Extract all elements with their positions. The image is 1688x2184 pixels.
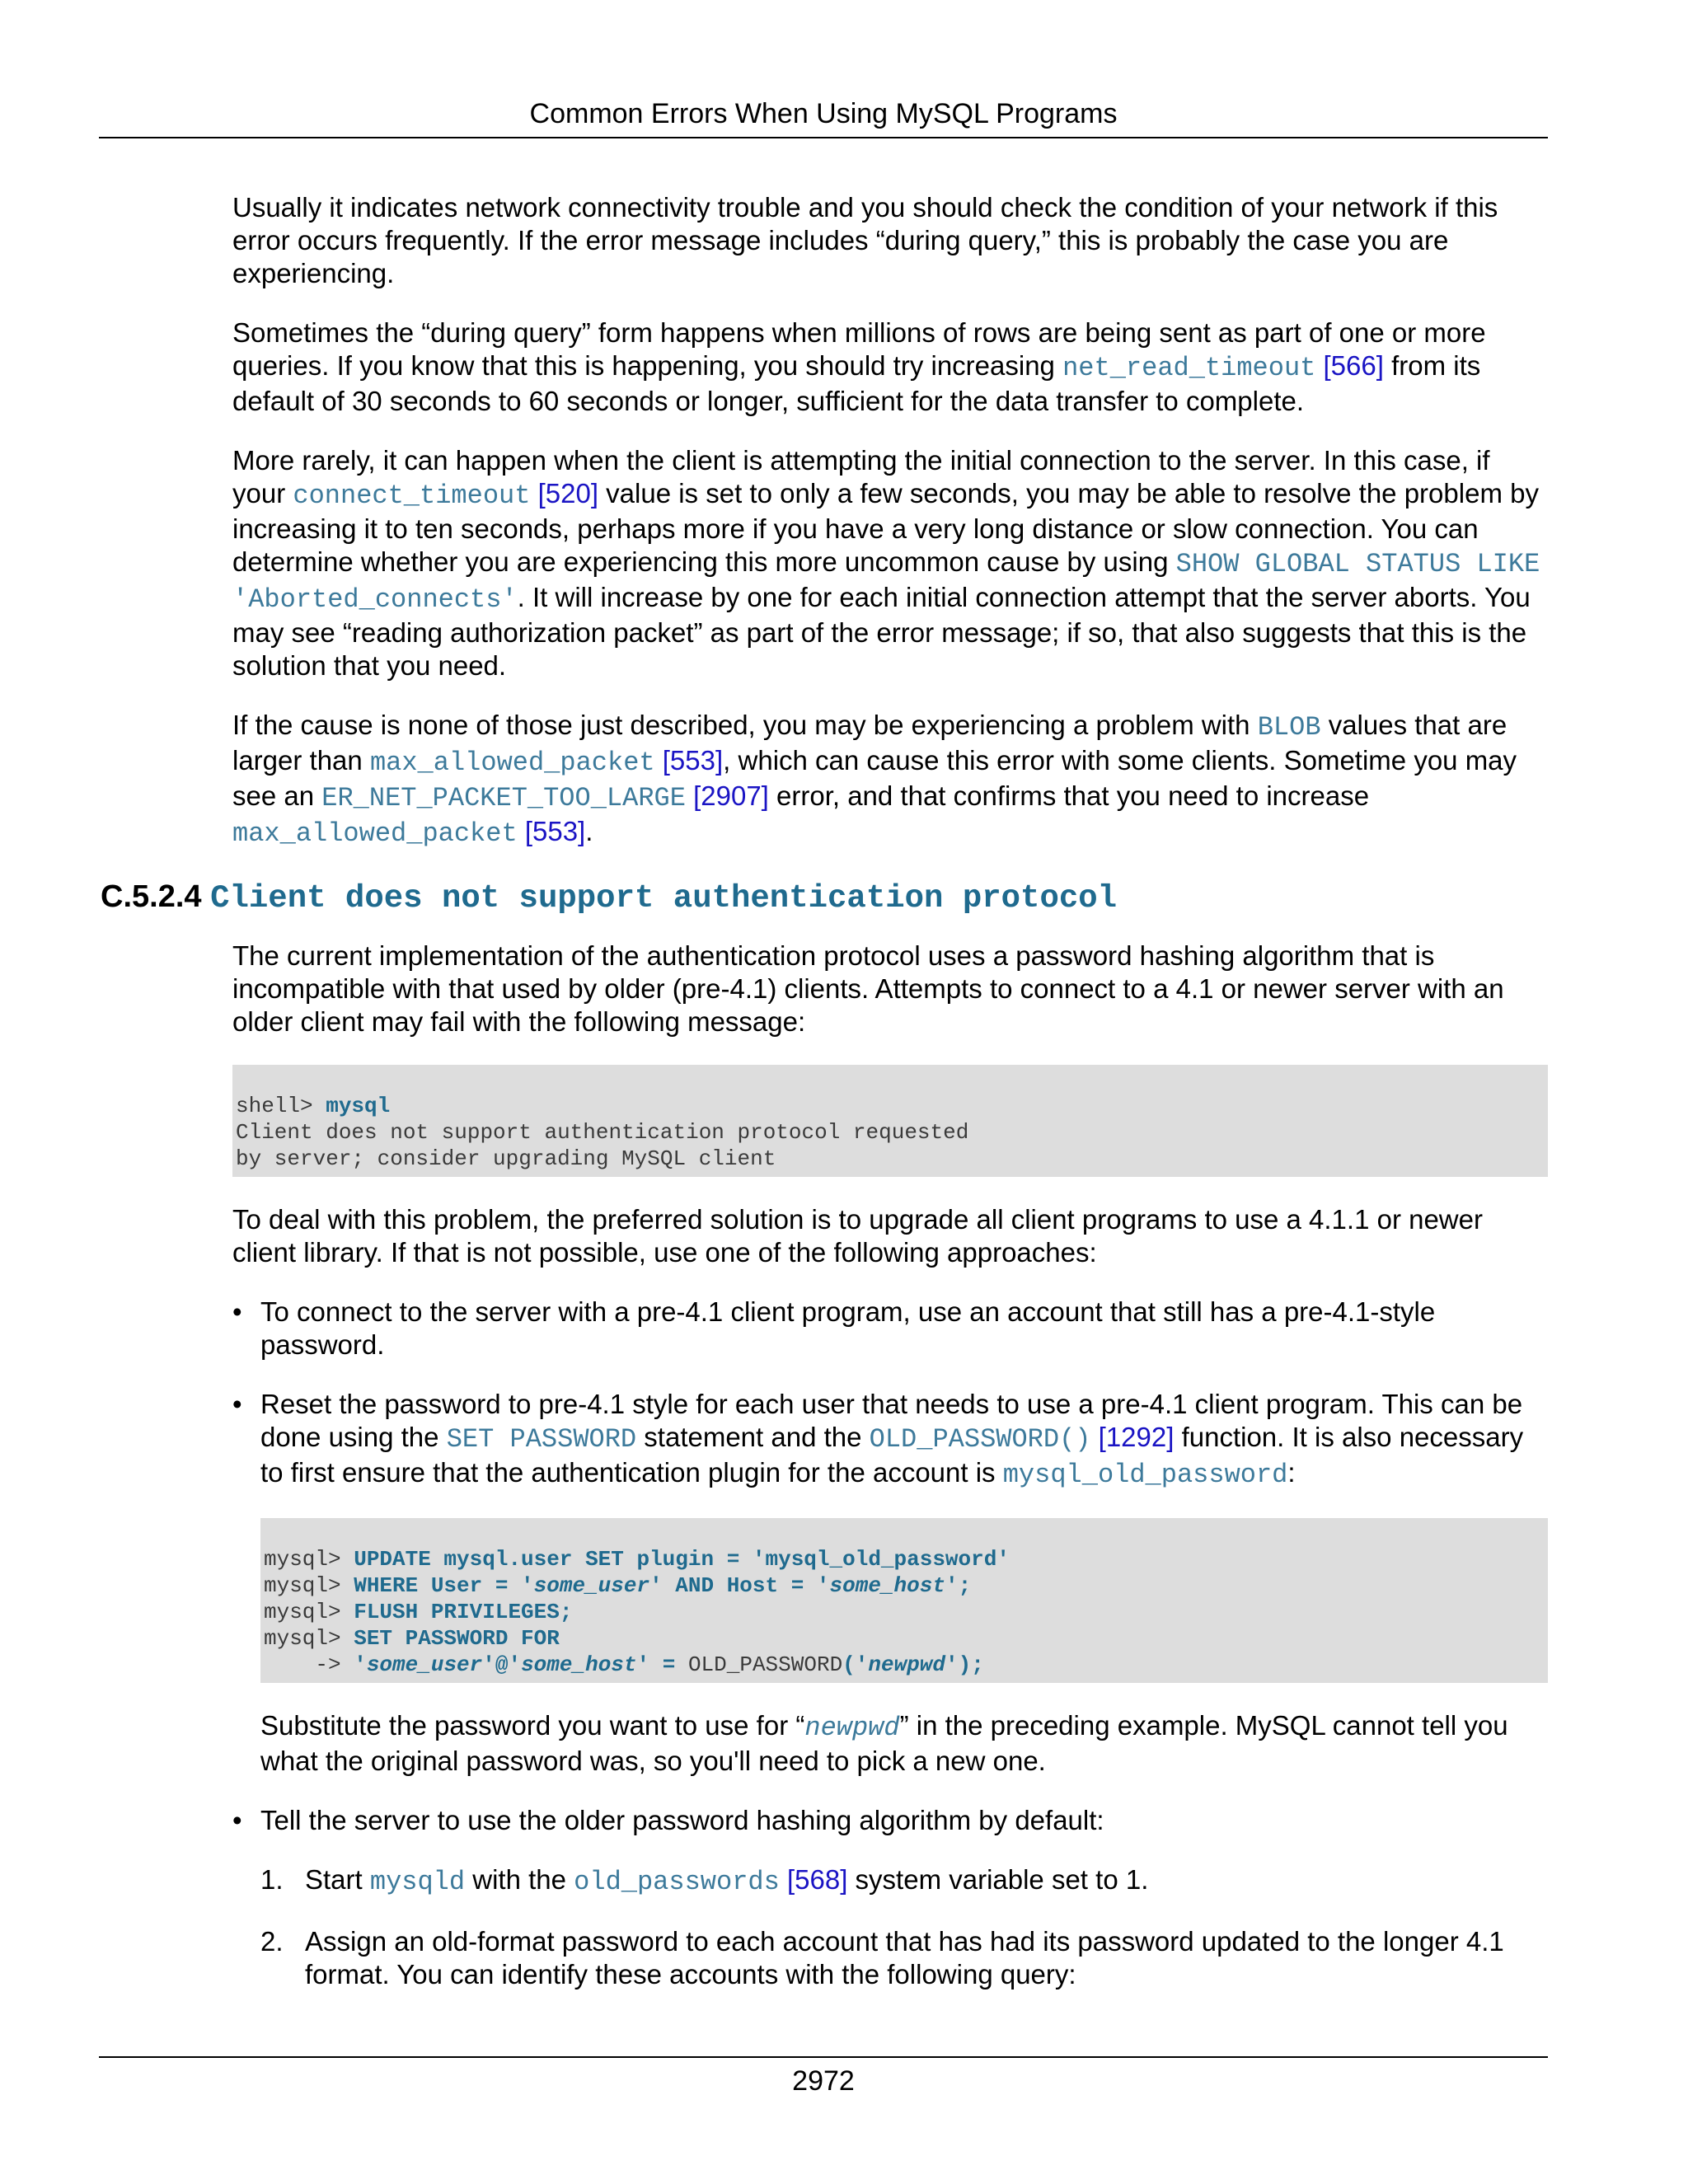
- step-start-mysqld: Start mysqld with the old_passwords [568] system variable set to 1.: [305, 1864, 1149, 1897]
- link-max-allowed-packet-2[interactable]: max_allowed_packet: [232, 818, 518, 849]
- xref-553[interactable]: [553]: [662, 745, 724, 776]
- running-header: Common Errors When Using MySQL Programs: [529, 98, 1118, 129]
- bullet-older-hashing: • Tell the server to use the older password hashing algorithm by default:: [260, 1805, 1104, 1835]
- section-heading: [101, 877, 1548, 918]
- link-old-passwords[interactable]: old_passwords: [574, 1867, 780, 1897]
- paragraph-network-trouble: Usually it indicates network connectivity trouble and you should check the condition of your network if this error occurs frequently. If the error message includes “during query,” this is probably the case you are experiencing.: [232, 192, 1498, 288]
- header-rule: [99, 137, 1548, 138]
- xref-566[interactable]: [566]: [1323, 350, 1384, 381]
- paragraph-substitute-password: Substitute the password you want to use for “newpwd” in the preceding example. MySQL cannot tell you what the original password was, so you'll need to pick a new one.: [260, 1710, 1508, 1776]
- link-show-global-status[interactable]: SHOW GLOBAL STATUS LIKE 'Aborted_connects': [232, 549, 1540, 615]
- steps-list: [260, 1863, 1548, 1991]
- bullet-pre41-account: • To connect to the server with a pre-4.1 client program, use an account that still has a pre-4.1-style password.: [260, 1296, 1436, 1360]
- list-item: [260, 1863, 1548, 1899]
- list-item: [232, 1296, 1548, 1361]
- section-title: Client does not support authentication protocol: [210, 880, 1118, 916]
- list-item: [232, 1804, 1548, 1991]
- code-block-mysql: mysql> UPDATE mysql.user SET plugin = 'mysql_old_password' mysql> WHERE User = 'some_user' AND Host = 'some_host'; mysql> FLUSH PRIVILEGES; mysql> SET PASSWORD FOR -> 'some_user'@'some_host' = OLD_PASSWORD('newpwd');: [260, 1518, 1548, 1683]
- link-old-password[interactable]: OLD_PASSWORD(): [869, 1424, 1091, 1455]
- link-blob[interactable]: BLOB: [1257, 712, 1321, 743]
- paragraph-initial-connection: More rarely, it can happen when the client is attempting the initial connection to the server. In this case, if your connect_timeout [520] value is set to only a few seconds, you may be able to resolve the problem by increasing it to ten seconds, perhaps more if you have a very long distance or slow connection. You can determine whether you are experiencing this more uncommon cause by using SHOW GLOBAL STATUS LIKE 'Aborted_connects'. It will increase by one for each initial connection attempt that the server aborts. You may see “reading authorization packet” as part of the error message; if so, that also suggests that this is the solution that you need.: [232, 445, 1540, 681]
- xref-568[interactable]: [568]: [786, 1864, 848, 1895]
- list-item: [232, 1388, 1548, 1778]
- code-block-shell: shell> mysql Client does not support authentication protocol requested by server; consider upgrading MySQL client: [232, 1065, 1548, 1177]
- link-connect-timeout[interactable]: connect_timeout: [293, 480, 531, 511]
- xref-2907[interactable]: [2907]: [693, 780, 769, 811]
- footer-rule: [99, 2056, 1548, 2058]
- page-number: 2972: [792, 2065, 855, 2097]
- link-mysqld[interactable]: mysqld: [369, 1867, 466, 1897]
- paragraph-auth-protocol: The current implementation of the authentication protocol uses a password hashing algorithm that is incompatible with that used by older (pre-4.1) clients. Attempts to connect to a 4.1 or newer server with an older client may fail with the following message:: [232, 940, 1504, 1037]
- approaches-list: [232, 1296, 1548, 1991]
- step-number: 2.: [260, 1926, 284, 1957]
- page-body: [101, 191, 1548, 2018]
- link-max-allowed-packet[interactable]: max_allowed_packet: [369, 748, 655, 778]
- step-number: 1.: [260, 1864, 284, 1895]
- list-item: [260, 1925, 1548, 1991]
- xref-520[interactable]: [520]: [537, 478, 598, 509]
- section-number: C.5.2.4: [101, 879, 202, 914]
- link-er-net-packet-too-large[interactable]: ER_NET_PACKET_TOO_LARGE: [321, 783, 686, 813]
- xref-1292[interactable]: [1292]: [1098, 1422, 1175, 1452]
- paragraph-deal-with-problem: To deal with this problem, the preferred solution is to upgrade all client programs to use a 4.1.1 or newer client library. If that is not possible, use one of the following approaches:: [232, 1204, 1483, 1268]
- link-mysql-old-password[interactable]: mysql_old_password: [1002, 1460, 1288, 1490]
- link-set-password[interactable]: SET PASSWORD: [446, 1424, 637, 1455]
- paragraph-during-query: Sometimes the “during query” form happens when millions of rows are being sent as part of one or more queries. If you know that this is happening, you should try increasing net_read_timeout [566] from its default of 30 seconds to 60 seconds or longer, sufficient for the data transfer to complete.: [232, 317, 1486, 416]
- link-net-read-timeout[interactable]: net_read_timeout: [1062, 353, 1316, 383]
- xref-553-2[interactable]: [553]: [524, 816, 586, 846]
- step-assign-old-format: Assign an old-format password to each account that has had its password updated to the longer 4.1 format. You can identify these accounts with the following query:: [305, 1926, 1504, 1990]
- paragraph-blob-values: If the cause is none of those just described, you may be experiencing a problem with BLOB values that are larger than max_allowed_packet [553], which can cause this error with some clients. Sometime you may see an ER_NET_PACKET_TOO_LARGE [2907] error, and that confirms that you need to increase max_allowed_packet [553].: [232, 710, 1517, 849]
- newpwd-placeholder: newpwd: [804, 1713, 900, 1743]
- bullet-reset-password: • Reset the password to pre-4.1 style for each user that needs to use a pre-4.1 client program. This can be done using the SET PASSWORD statement and the OLD_PASSWORD() [1292] function. It is also necessary to first ensure that the authentication plugin for the account is mysql_old_password:: [260, 1389, 1524, 1490]
